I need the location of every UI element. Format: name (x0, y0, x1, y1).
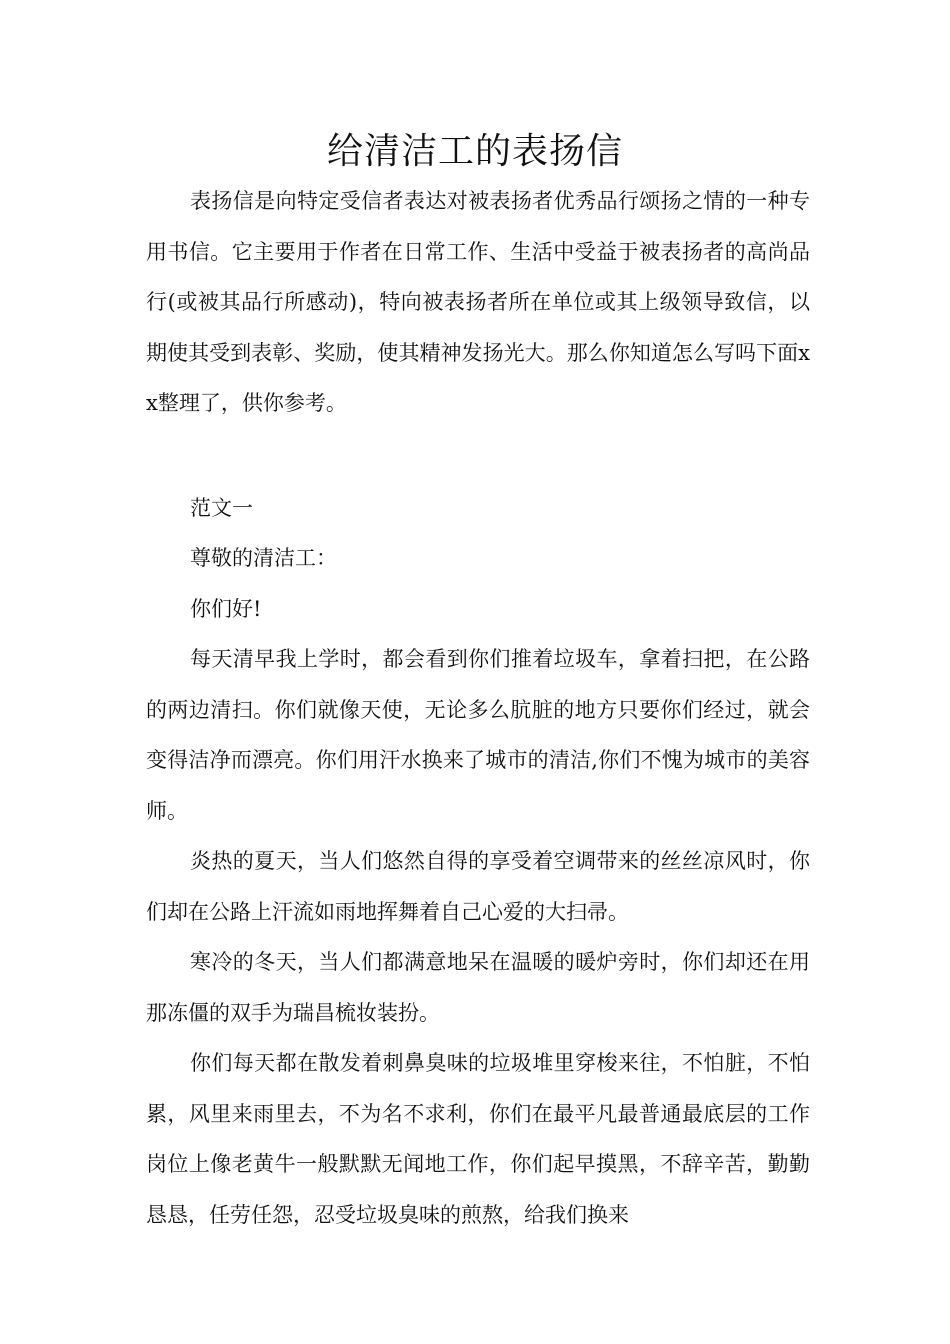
body-paragraph-3: 寒冷的冬天，当人们都满意地呆在温暖的暖炉旁时，你们却还在用那冻僵的双手为瑞昌梳妆装扮。 (146, 950, 810, 1025)
intro-paragraph: 表扬信是向特定受信者表达对被表扬者优秀品行颂扬之情的一种专用书信。它主要用于作者在日常工作、生活中受益于被表扬者的高尚品行(或被其品行所感动)，特向被表扬者所在单位或其上级领导致信，以期使其受到表彰、奖励，使其精神发扬光大。那么你知道怎么写吗下面xx整理了，供你参考。 (146, 189, 810, 415)
document-title: 给清洁工的表扬信 (326, 131, 623, 172)
letter-salutation: 尊敬的清洁工： (190, 546, 337, 570)
letter-greeting: 你们好! (190, 596, 262, 621)
blank-line (146, 429, 810, 483)
sample-label: 范文一 (190, 495, 253, 520)
document-body (146, 176, 810, 1240)
body-paragraph-2: 炎热的夏天，当人们悠然自得的享受着空调带来的丝丝凉风时，你们却在公路上汗流如雨地挥舞着自己心爱的大扫帚。 (146, 849, 810, 924)
body-paragraph-4: 你们每天都在散发着刺鼻臭味的垃圾堆里穿梭来往，不怕脏，不怕累，风里来雨里去，不为名不求利，你们在最平凡最普通最底层的工作岗位上像老黄牛一般默默无闻地工作，你们起早摸黑，不辞辛苦，勤勤恳恳，任劳任怨，忍受垃圾臭味的煎熬，给我们换来 (146, 1051, 810, 1227)
body-paragraph-1: 每天清早我上学时，都会看到你们推着垃圾车，拿着扫把，在公路的两边清扫。你们就像天使，无论多么肮脏的地方只要你们经过，就会变得洁净而漂亮。你们用汗水换来了城市的清洁,你们不愧为城市的美容师。 (146, 647, 810, 823)
